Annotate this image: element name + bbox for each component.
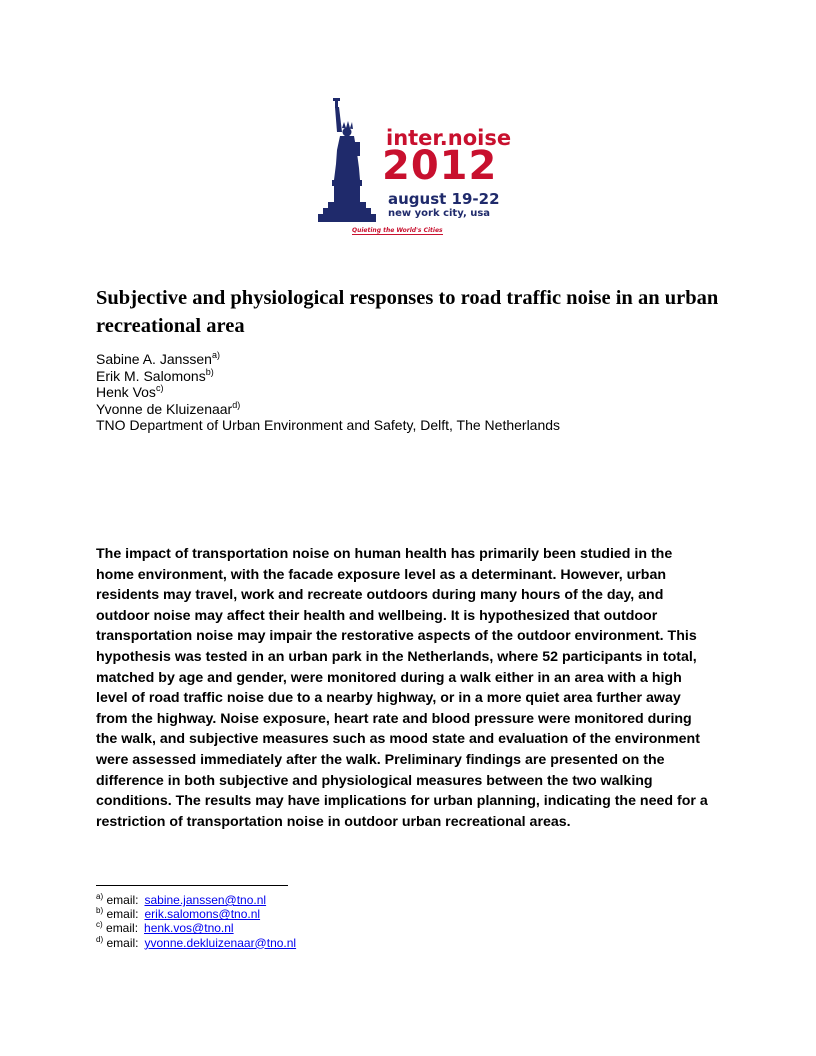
footnote-label: email: [106,893,139,907]
abstract-line: level of road traffic noise due to a nearby highway, or in a more quiet area further away [96,690,681,707]
abstract-line: home environment, with the facade exposure level as a determinant. However, urban [96,566,667,583]
abstract [96,544,726,832]
footnote-mark: d) [96,934,104,944]
author-name: Henk Vos [96,384,156,400]
email-link[interactable]: sabine.janssen@tno.nl [144,893,267,907]
abstract-line: transportation noise may impair the restorative aspects of the outdoor environment. This [96,628,697,645]
paper-title: Subjective and physiological responses to road traffic noise in an urban recreational area [96,287,719,337]
footnote [96,907,296,921]
abstract-line: The impact of transportation noise on human health has primarily been studied in the [96,546,673,562]
abstract-line: from the highway. Noise exposure, heart rate and blood pressure were monitored during [96,710,692,727]
footnote-mark: c) [96,920,103,930]
footnote [96,893,296,907]
logo-city: new york city, usa [388,208,491,219]
footnote [96,936,296,950]
author-line [96,351,560,368]
statue-of-liberty-icon [318,98,388,226]
conference-logo [318,98,512,243]
footnote-divider [96,885,288,886]
abstract-line: difference in both subjective and physiological measures between the two walking [96,772,653,789]
author-line [96,401,560,418]
abstract-line: residents may travel, work and recreate outdoors during many hours of the day, and [96,587,664,604]
author-mark: b) [205,366,214,377]
footnote-label: email: [106,935,139,950]
logo-tagline: Quieting the World's Cities [352,227,443,234]
footnote [96,921,296,935]
author-name: Erik M. Salomons [96,367,206,384]
author-block [96,351,560,434]
author-name: Sabine A. Janssen [96,351,212,367]
email-link[interactable]: erik.salomons@tno.nl [144,907,261,922]
author-mark: d) [232,399,241,410]
logo-conference-name: inter.noise [386,126,512,150]
footnote-label: email: [106,921,139,936]
affiliation: TNO Department of Urban Environment and Safety, Delft, The Netherlands [96,417,561,433]
email-link[interactable]: henk.vos@tno.nl [144,921,234,936]
author-name: Yvonne de Kluizenaar [96,400,233,417]
author-mark: a) [211,350,220,360]
footnotes [96,893,296,950]
footnote-label: email: [106,907,139,922]
author-line [96,368,560,385]
author-mark: c) [155,383,164,393]
author-line [96,384,560,401]
abstract-line: hypothesis was tested in an urban park in the Netherlands, where 52 participants in total, [96,648,697,665]
logo-year: 2012 [382,143,498,189]
abstract-line: matched by age and gender, were monitored during a walk either in an area with a high [96,669,682,686]
logo-dates: august 19-22 [388,190,500,208]
footnote-mark: a) [96,892,104,901]
abstract-line: outdoor noise may affect their health and wellbeing. It is hypothesized that outdoor [96,607,658,624]
email-link[interactable]: yvonne.dekluizenaar@tno.nl [144,935,297,950]
abstract-line: the walk, and subjective measures such as mood state and evaluation of the environment [96,731,700,748]
abstract-line: restriction of transportation noise in outdoor urban recreational areas. [96,813,571,830]
abstract-line: were assessed immediately after the walk. Preliminary findings are presented on the [96,751,665,768]
footnote-mark: b) [96,906,104,916]
abstract-line: conditions. The results may have implications for urban planning, indicating the need for a [96,793,708,810]
